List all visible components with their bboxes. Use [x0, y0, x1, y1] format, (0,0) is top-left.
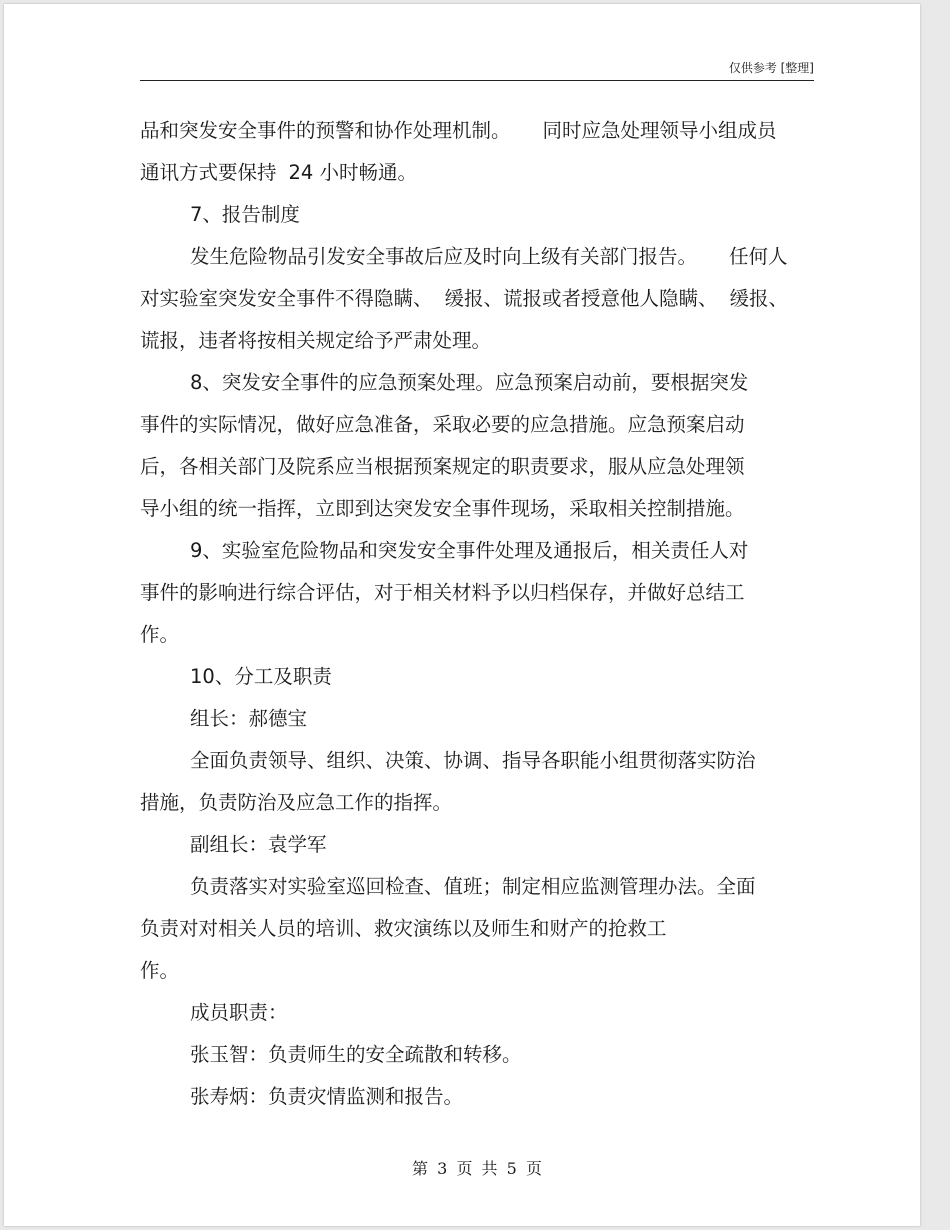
text-line	[140, 782, 820, 824]
footer-label-total: 共	[481, 1159, 498, 1178]
text-segment: 负责落实对实验室巡回检查、值班；制定相应监测管理办法。全面	[190, 875, 756, 898]
text-segment: 谎报，违者将按相关规定给予严肃处理。	[140, 329, 492, 352]
footer-label-page-unit: 页	[456, 1159, 473, 1178]
text-line	[140, 950, 820, 992]
text-line	[140, 1076, 820, 1118]
text-segment: 任何人	[729, 245, 788, 268]
text-line	[140, 110, 820, 152]
text-segment: 张寿炳：负责灾情监测和报告。	[190, 1085, 464, 1108]
text-line	[140, 866, 820, 908]
text-line	[140, 320, 820, 362]
text-line	[140, 278, 820, 320]
text-segment: 通讯方式要保持	[140, 161, 277, 184]
text-segment: 对实验室突发安全事件不得隐瞒、	[140, 287, 433, 310]
text-segment: 张玉智：负责师生的安全疏散和转移。	[190, 1043, 522, 1066]
text-segment: 缓报、谎报或者授意他人隐瞒、	[444, 287, 718, 310]
text-segment: 7、报告制度	[190, 203, 300, 226]
text-line	[140, 362, 820, 404]
text-segment: 发生危险物品引发安全事故后应及时向上级有关部门报告。	[190, 245, 698, 268]
text-line	[140, 698, 820, 740]
text-segment: 同时应急处理领导小组成员	[542, 119, 777, 142]
text-segment: 8、突发安全事件的应急预案处理。应急预案启动前，要根据突发	[190, 371, 749, 394]
text-line	[140, 236, 820, 278]
footer-label-total-unit: 页	[525, 1159, 542, 1178]
text-segment: 组长：郝德宝	[190, 707, 308, 730]
text-segment: 副组长：袁学军	[190, 833, 327, 856]
text-segment: 全面负责领导、组织、决策、协调、指导各职能小组贯彻落实防治	[190, 749, 756, 772]
text-segment: 24 小时畅通。	[288, 161, 418, 184]
footer-label-page: 第	[412, 1159, 429, 1178]
text-segment: 事件的影响进行综合评估，对于相关材料予以归档保存，并做好总结工	[140, 581, 745, 604]
document-body	[140, 110, 820, 1118]
footer-total-pages: 5	[506, 1159, 517, 1178]
text-line	[140, 446, 820, 488]
text-line	[140, 740, 820, 782]
text-line	[140, 908, 820, 950]
page-footer	[4, 1156, 950, 1179]
page-header	[140, 60, 814, 81]
text-segment: 成员职责：	[190, 1001, 288, 1024]
text-line	[140, 1034, 820, 1076]
text-segment: 10、分工及职责	[190, 665, 332, 688]
text-segment: 缓报、	[729, 287, 789, 310]
text-segment: 9、实验室危险物品和突发安全事件处理及通报后，相关责任人对	[190, 539, 749, 562]
section-heading	[140, 656, 820, 698]
text-segment: 事件的实际情况，做好应急准备，采取必要的应急措施。应急预案启动	[140, 413, 745, 436]
section-heading	[140, 194, 820, 236]
text-line	[140, 824, 820, 866]
text-line	[140, 404, 820, 446]
text-segment: 作。	[140, 623, 180, 646]
text-line	[140, 152, 820, 194]
text-segment: 作。	[140, 959, 180, 982]
text-segment: 导小组的统一指挥，立即到达突发安全事件现场，采取相关控制措施。	[140, 497, 745, 520]
header-text: 仅供参考 [整理]	[728, 61, 814, 75]
text-line	[140, 530, 820, 572]
text-segment: 品和突发安全事件的预警和协作处理机制。	[140, 119, 511, 142]
text-line	[140, 614, 820, 656]
text-line	[140, 488, 820, 530]
footer-current-page: 3	[437, 1159, 448, 1178]
text-segment: 措施，负责防治及应急工作的指挥。	[140, 791, 453, 814]
text-segment: 负责对对相关人员的培训、救灾演练以及师生和财产的抢救工	[140, 917, 667, 940]
text-line	[140, 992, 820, 1034]
text-segment: 后，各相关部门及院系应当根据预案规定的职责要求，服从应急处理领	[140, 455, 745, 478]
text-line	[140, 572, 820, 614]
document-page	[4, 4, 920, 1226]
